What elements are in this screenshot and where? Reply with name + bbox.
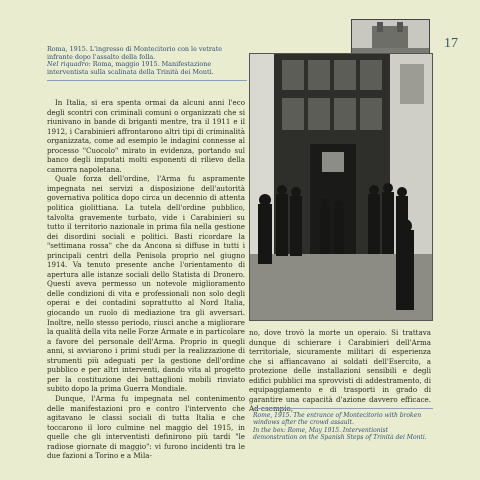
main-photo-montecitorio [249,53,433,321]
paragraph-1: In Italia, si era spenta ormai da alcuni anni l'eco degli scontri con criminali comuni o organizzati che si riunivano in bande di briganti mentre, tra il 1911 e il 1912, i Carabinieri affrontarono altri tipi di criminalità organizzata, come ad esempio le indagini connesse al processo "Cuocolo" mirato in evidenza, portando sul banco degli imputati molti esponenti di rilievo della camorra napoletana. [47,98,245,174]
paragraph-3: Dunque, l'Arma fu impegnata nel contenimento delle manifestazioni pro e contro l'intervento che agitavano le classi sociali di tutta Italia e che toccarono il loro culmine nel maggio del 1915, in quelle che gli interventisti definirono più tardi "le radiose giornate di maggio": vi furono incidenti tra le due fazioni a Torino e a Mila- [47,393,245,461]
caption-top [47,46,247,81]
body-column-left [47,98,245,461]
body-column-right [249,328,431,414]
page-number: 17 [444,36,458,51]
caption-top-line1: Roma, 1915. L'ingresso di Montecitorio con le vetrate infrante dopo l'assalto della folla. [47,45,223,61]
caption-english-line1: Rome, 1915. The entrance of Montecitorio with broken windows after the crowd assault. [253,412,422,427]
paragraph-continued: no, dove trovò la morte un operaio. Si trattava dunque di schierare i Carabinieri dell'Arma territoriale, sicuramente militari di esperienza che si affiancavano ai soldati dell'Esercito, a protezione delle installazioni sensibili e degli edifici pubblici ma sprovvisti di addestramento, di equipaggiamento e di trasporti in grado di garantire una capacità d'azione davvero efficace. Ad esempio, [249,328,431,414]
caption-top-label: Nel riquadro: [47,60,91,69]
caption-english [253,408,433,442]
caption-top-text: Roma, maggio 1915. Manifestazione interventista sulla scalinata della Trinità dei Monti. [47,60,214,76]
paragraph-2: Quale forza dell'ordine, l'Arma fu aspramente impegnata nei servizi a disposizione dell'autorità governativa politica dopo circa un decennio di attenta politica giolittiana. La tutela dell'ordine pubblico, talvolta gravemente turbato, vide i Carabinieri su tutto il territorio nazionale in prima fila nella gestione dei disordini sociali e politici. Basti ricordare la "settimana rossa" che da Ancona si diffuse in tutti i principali centri della Penisola proprio nel giugno 1914. Va tenuto presente anche l'orientamento di apertura alle istanze sociali dello Statista di Dronero. Questi aveva permesso un notevole miglioramento delle condizioni di vita e professionali non solo degli operai e dei contadini soprattutto al Nord Italia, giocando un ruolo di mediazione tra gli avversari. Inoltre, nello stesso periodo, riuscì anche a migliorare la qualità della vita nelle Forze Armate e in particolare a favore del personale dell'Arma. Proprio in quegli anni, si avviarono i primi studi per la realizzazione di strumenti più adeguati per la gestione dell'ordine pubblico e per altri interventi, dando vita al progetto per la costituzione dei battaglioni mobili rinviato subito dopo la prima Guerra Mondiale. [47,174,245,394]
caption-top-line2 [47,61,247,76]
caption-english-line2: In the box: Rome, May 1915. Interventionist demonstration on the Spanish Steps of Trinità dei Monti. [253,426,427,442]
caption-divider [47,80,247,81]
caption-english-divider [253,408,433,409]
